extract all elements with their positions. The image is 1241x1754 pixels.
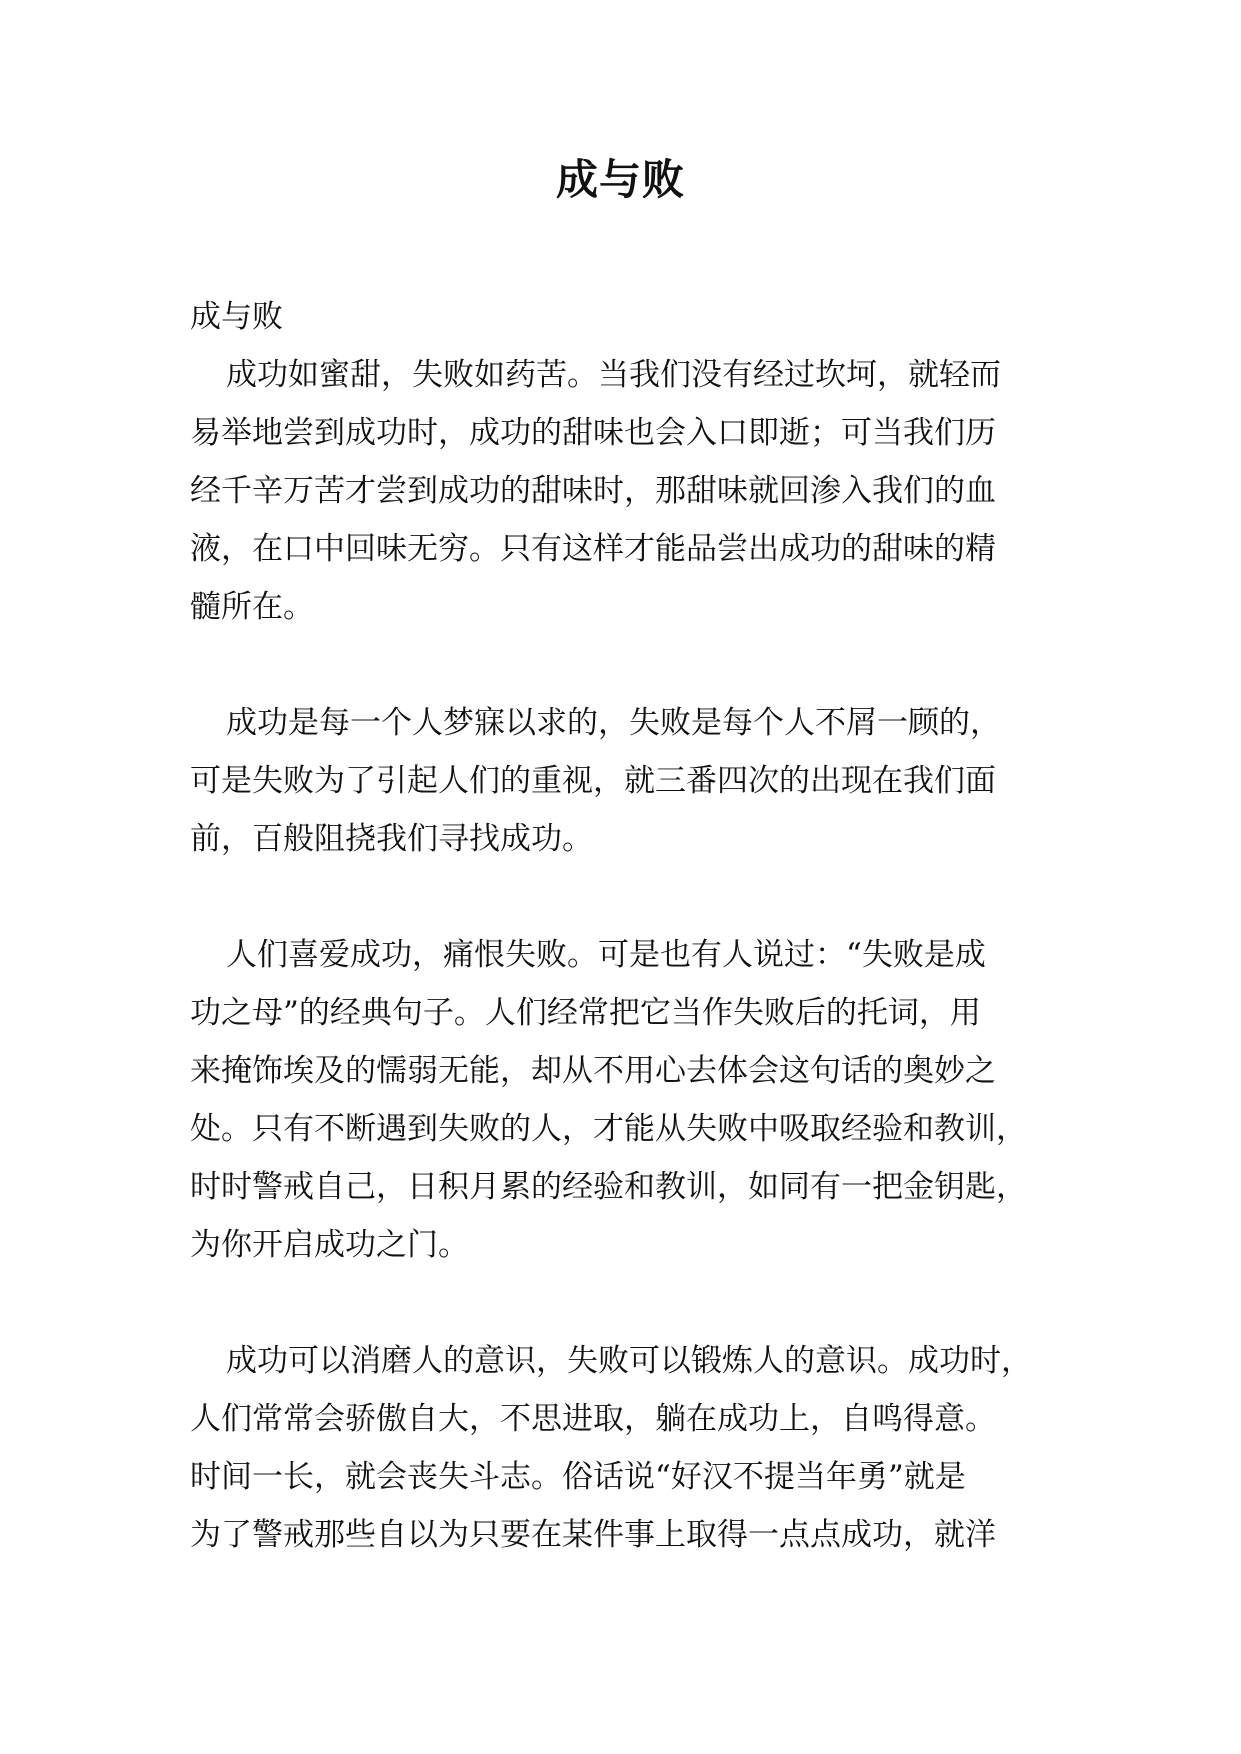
paragraph-1 (190, 346, 1060, 636)
paragraph-line: 时间一长，就会丧失斗志。俗话说“好汉不提当年勇”就是 (190, 1459, 966, 1495)
paragraph-line: 液，在口中回味无穷。只有这样才能品尝出成功的甜味的精 (190, 531, 996, 567)
paragraph-line: 人们喜爱成功，痛恨失败。可是也有人说过：“失败是成 (226, 937, 986, 973)
paragraph-line: 易举地尝到成功时，成功的甜味也会入口即逝；可当我们历 (190, 415, 996, 451)
paragraph-line: 人们常常会骄傲自大，不思进取，躺在成功上，自鸣得意。 (190, 1401, 996, 1437)
document-body (190, 288, 1060, 1564)
paragraph-line: 前，百般阻挠我们寻找成功。 (190, 821, 593, 857)
paragraph-line: 成功如蜜甜，失败如药苦。当我们没有经过坎坷，就轻而 (226, 357, 1001, 393)
paragraph-line: 成功是每一个人梦寐以求的，失败是每个人不屑一顾的， (226, 705, 1001, 741)
paragraph-spacer (190, 1274, 1060, 1332)
paragraph-line: 成功可以消磨人的意识，失败可以锻炼人的意识。成功时， (226, 1343, 1032, 1379)
paragraph-line: 功之母”的经典句子。人们经常把它当作失败后的托词，用 (190, 995, 981, 1031)
paragraph-line: 为了警戒那些自以为只要在某件事上取得一点点成功，就洋 (190, 1517, 996, 1553)
paragraph-line: 为你开启成功之门。 (190, 1227, 469, 1263)
document-subheading: 成与败 (190, 299, 283, 335)
paragraph-2 (190, 694, 1060, 868)
document-title: 成与败 (555, 155, 685, 204)
paragraph-line: 处。只有不断遇到失败的人，才能从失败中吸取经验和教训， (190, 1111, 1027, 1147)
paragraph-line: 可是失败为了引起人们的重视，就三番四次的出现在我们面 (190, 763, 996, 799)
paragraph-line: 髓所在。 (190, 589, 314, 625)
paragraph-spacer (190, 868, 1060, 926)
paragraph-spacer (190, 636, 1060, 694)
paragraph-line: 时时警戒自己，日积月累的经验和教训，如同有一把金钥匙， (190, 1169, 1027, 1205)
paragraph-4 (190, 1332, 1060, 1564)
paragraph-3 (190, 926, 1060, 1274)
paragraph-line: 来掩饰埃及的懦弱无能，却从不用心去体会这句话的奥妙之 (190, 1053, 996, 1089)
paragraph-line: 经千辛万苦才尝到成功的甜味时，那甜味就回渗入我们的血 (190, 473, 996, 509)
